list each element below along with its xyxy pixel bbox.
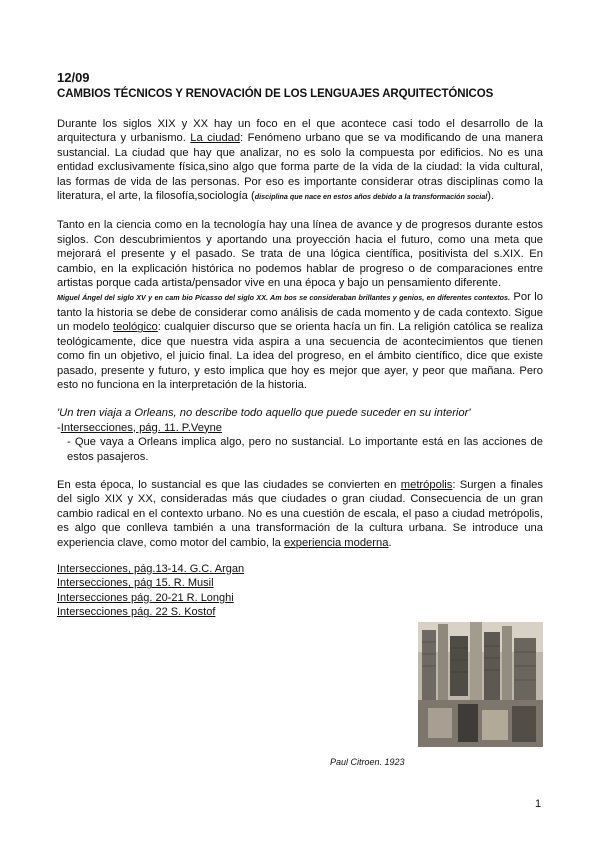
quote-ref-prefix: - [57, 421, 61, 434]
p4-text-a: En esta época, lo sustancial es que las ciudades se convierten en [57, 478, 401, 491]
paragraph-3 [57, 290, 543, 392]
p1-text-a: Durante los siglos XIX y XX hay un foco en el que acontece casi todo el desarrollo de la arquitectura y urbanismo. [57, 118, 543, 145]
quote-ref-link: Intersecciones, pág. 11. P.Veyne [60, 421, 223, 434]
p1-text-c: ). [487, 190, 495, 203]
p3-text-a: Por lo tanto la historia se debe de considerar como análisis de cada momento y de cada contexto. Sigue un modelo [57, 291, 543, 334]
p4-underline-2: experiencia moderna [283, 536, 389, 549]
paragraph-2: Tanto en la ciencia como en la tecnología hay una línea de avance y de progresos durante estos siglos. Con descubrimientos y aportando una proyección hacia el futuro, como una meta que mejorará el presente y el pasado. Se trata de una lógica científica, positivista del s.XIX. En cambio, en la explicación histórica no podemos hablar de progreso o de comparaciones entre artistas porque cada artista/pensador vive en una época y bajo un pensamiento diferente. [57, 219, 543, 290]
quote-bullet: - Que vaya a Orleans implica algo, pero no sustancial. Lo importante está en las acciones de estos pasajeros. [67, 436, 543, 463]
quote-text: 'Un tren viaja a Orleans, no describe todo aquello que puede suceder en su interior' [57, 407, 471, 420]
p3-underline: teológico [112, 321, 158, 334]
reference-item: Intersecciones pág. 20-21 R. Longhi [57, 591, 234, 604]
page-title: CAMBIOS TÉCNICOS Y RENOVACIÓN DE LOS LENGUAJES ARQUITECTÓNICOS [57, 88, 494, 100]
reference-list [57, 562, 543, 620]
paragraph-1 [57, 117, 543, 204]
p4-underline: metrópolis [400, 478, 453, 491]
page-number: 1 [535, 798, 542, 810]
p1-text-b: : Fenómeno urbano que se va modificando de una manera sustancial. La ciudad que hay que analizar, no es solo la compuesta por edificios. No es una entidad exclusivamente física,sino algo que forma parte de la vida de la ciudad: la vida cultural, las formas de vida de las personas. Por eso es importante considerar otras disciplinas como la literatura, el arte, la filosofía,sociología ( [57, 132, 543, 203]
p3-small-note: Miguel Ángel del siglo XV y en cam bio Picasso del siglo XX. Am bos se consideraban brillantes y genios, en diferentes contextos. [57, 293, 510, 303]
p1-small-note: disciplina que nace en estos años debido a la transformación social [254, 192, 488, 202]
reference-item: Intersecciones, pág 15. R. Musil [57, 577, 214, 590]
p4-text-c: . [388, 536, 392, 549]
p4-text-b: : Surgen a finales del siglo XIX y XX, consideradas más que ciudades o gran ciudad. Consecuencia de un gran cambio radical en el contexto urbano. No es una cuestión de escala, el paso a ciudad metrópolis, es algo que conlleva también a una transformación de la cultura urbana. Se introduce una experiencia clave, como motor del cambio, la [57, 478, 543, 549]
quote-reference [57, 421, 543, 435]
reference-item: Intersecciones pág. 22 S. Kostof [57, 606, 216, 619]
p1-underline: La ciudad [190, 132, 241, 145]
lecture-date: 12/09 [57, 70, 90, 85]
paragraph-4 [57, 478, 543, 550]
image-caption: Paul Citroen. 1923 [330, 757, 405, 767]
collage-image [418, 622, 543, 747]
document-page [57, 70, 543, 620]
p3-text-b: : cualquier discurso que se orienta hacía un fin. La religión católica se realiza teológicamente, dice que nuestra vida aspira a una secuencia de acontecimientos que tienen como fin un objetivo, el juicio final. La idea del progreso, en el ámbito científico, dice que existe pasado, presente y futuro, y esto implica que hoy es mejor que ayer, y peor que mañana. Pero esto no funciona en la interpretación de la historia. [57, 321, 544, 391]
reference-item: Intersecciones, pág.13-14. G.C. Argan [57, 562, 245, 575]
